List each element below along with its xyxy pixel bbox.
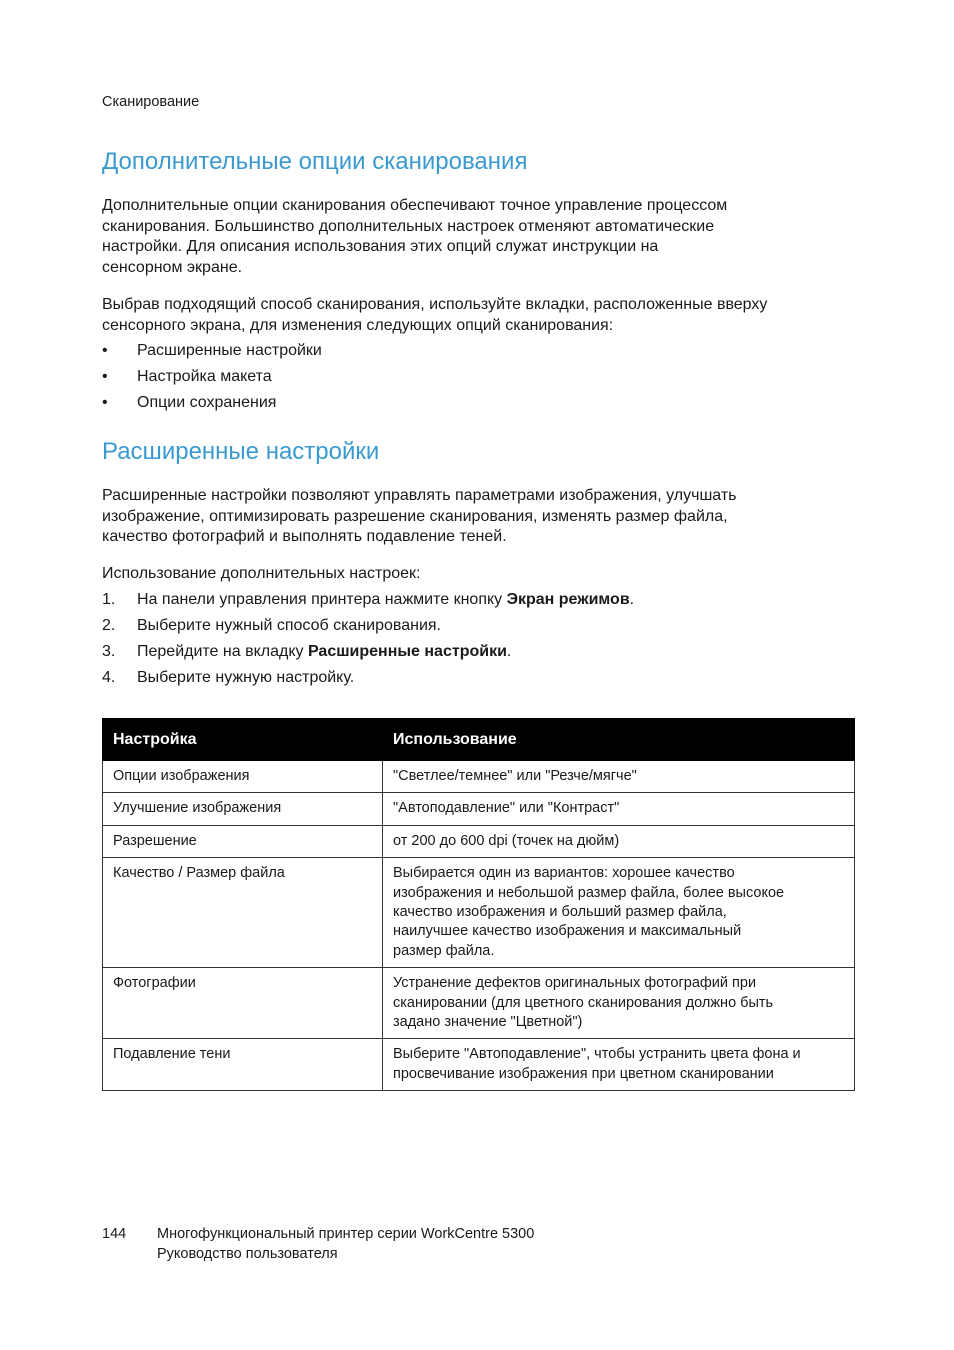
footer-product: Многофункциональный принтер серии WorkCentre 5300: [157, 1226, 535, 1242]
list-item-text: Настройка макета: [137, 368, 272, 385]
text-line: Расширенные настройки позволяют управлять параметрами изображения, улучшать: [102, 487, 737, 504]
text-line: наилучшее качество изображения и максимальный: [393, 923, 742, 940]
table-row: [103, 793, 855, 825]
text-line: "Светлее/темнее" или "Резче/мягче": [393, 768, 637, 784]
text-line: сенсорного экрана, для изменения следующих опций сканирования:: [102, 316, 614, 334]
step-text-plain: Выберите нужную настройку.: [137, 669, 355, 686]
text-line: Дополнительные опции сканирования обеспечивают точное управление процессом: [102, 197, 728, 214]
setting-cell: Улучшение изображения: [103, 793, 383, 825]
page-number: 144: [102, 1226, 127, 1242]
step-text-after: .: [629, 591, 635, 608]
list-item-text: Расширенные настройки: [137, 342, 322, 359]
list-item: [102, 341, 802, 367]
text-line: изображение, оптимизировать разрешение сканирования, изменять размер файла,: [102, 507, 728, 525]
text-line: качество фотографий и выполнять подавление теней.: [102, 528, 507, 546]
step-text-plain: На панели управления принтера нажмите кнопку: [137, 591, 507, 608]
usage-cell: [383, 793, 855, 825]
usage-cell: [383, 968, 855, 1039]
step-text: [137, 616, 441, 636]
setting-cell: Разрешение: [103, 825, 383, 857]
setting-cell: Фотографии: [103, 968, 383, 1039]
step-text-bold: Экран режимов: [506, 591, 630, 608]
step-text-after: .: [506, 643, 512, 660]
settings-table: [102, 718, 855, 1091]
running-header: Сканирование: [102, 94, 200, 110]
paragraph-intro: [102, 196, 727, 279]
bullet-icon: •: [102, 342, 108, 359]
footer-guide: Руководство пользователя: [157, 1246, 338, 1262]
step-number: 4.: [102, 669, 116, 686]
text-line: изображения и небольшой размер файла, более высокое: [393, 884, 785, 901]
step-item: [102, 668, 842, 694]
text-line: сканировании (для цветного сканирования должно быть: [393, 994, 774, 1011]
bullet-list: [102, 341, 802, 419]
table-row: [103, 968, 855, 1039]
text-line: Выбрав подходящий способ сканирования, используйте вкладки, расположенные вверху: [102, 296, 768, 313]
table-row: [103, 761, 855, 793]
table-row: [103, 858, 855, 968]
list-item-text: Опции сохранения: [137, 394, 277, 411]
table-row: [103, 1039, 855, 1091]
text-line: от 200 до 600 dpi (точек на дюйм): [393, 832, 620, 849]
list-item: [102, 393, 802, 419]
step-text-plain: Выберите нужный способ сканирования.: [137, 617, 441, 634]
setting-cell: Опции изображения: [103, 761, 383, 793]
text-line: настройки. Для описания использования этих опций служат инструкции на: [102, 238, 659, 256]
usage-cell: [383, 761, 855, 793]
usage-cell: [383, 825, 855, 857]
step-text-plain: Перейдите на вкладку: [137, 643, 308, 660]
step-number: 2.: [102, 617, 116, 634]
usage-cell: [383, 858, 855, 968]
bullet-icon: •: [102, 368, 108, 385]
text-line: Устранение дефектов оригинальных фотографий при: [393, 975, 757, 992]
step-text: [137, 642, 511, 662]
text-line: просвечивание изображения при цветном сканировании: [393, 1065, 774, 1082]
text-line: Выбирается один из вариантов: хорошее качество: [393, 865, 735, 882]
column-header-setting: Настройка: [103, 719, 383, 761]
text-line: качество изображения и больший размер файла,: [393, 904, 727, 921]
step-item: [102, 616, 842, 642]
setting-cell: Качество / Размер файла: [103, 858, 383, 968]
step-item: [102, 590, 842, 616]
column-header-usage: Использование: [383, 719, 855, 761]
paragraph-tabs: [102, 295, 767, 336]
text-line: сканирования. Большинство дополнительных настроек отменяют автоматические: [102, 217, 715, 235]
table-row: [103, 825, 855, 857]
section-title-additional-options: Дополнительные опции сканирования: [102, 148, 528, 175]
usage-cell: [383, 1039, 855, 1091]
text-line: Выберите "Автоподавление", чтобы устранить цвета фона и: [393, 1046, 801, 1063]
bullet-icon: •: [102, 394, 108, 411]
step-number: 3.: [102, 643, 116, 660]
setting-cell: Подавление тени: [103, 1039, 383, 1091]
paragraph-advanced: [102, 486, 737, 548]
numbered-steps: [102, 590, 842, 694]
step-text: [137, 590, 634, 610]
section-title-advanced-settings: Расширенные настройки: [102, 438, 380, 465]
steps-intro: Использование дополнительных настроек:: [102, 565, 421, 582]
list-item: [102, 367, 802, 393]
step-item: [102, 642, 842, 668]
step-text-bold: Расширенные настройки: [307, 643, 507, 660]
step-number: 1.: [102, 591, 116, 608]
text-line: сенсорном экране.: [102, 259, 243, 277]
text-line: размер файла.: [393, 942, 495, 959]
text-line: "Автоподавление" или "Контраст": [393, 800, 620, 817]
text-line: задано значение "Цветной"): [393, 1014, 583, 1031]
step-text: [137, 668, 354, 688]
